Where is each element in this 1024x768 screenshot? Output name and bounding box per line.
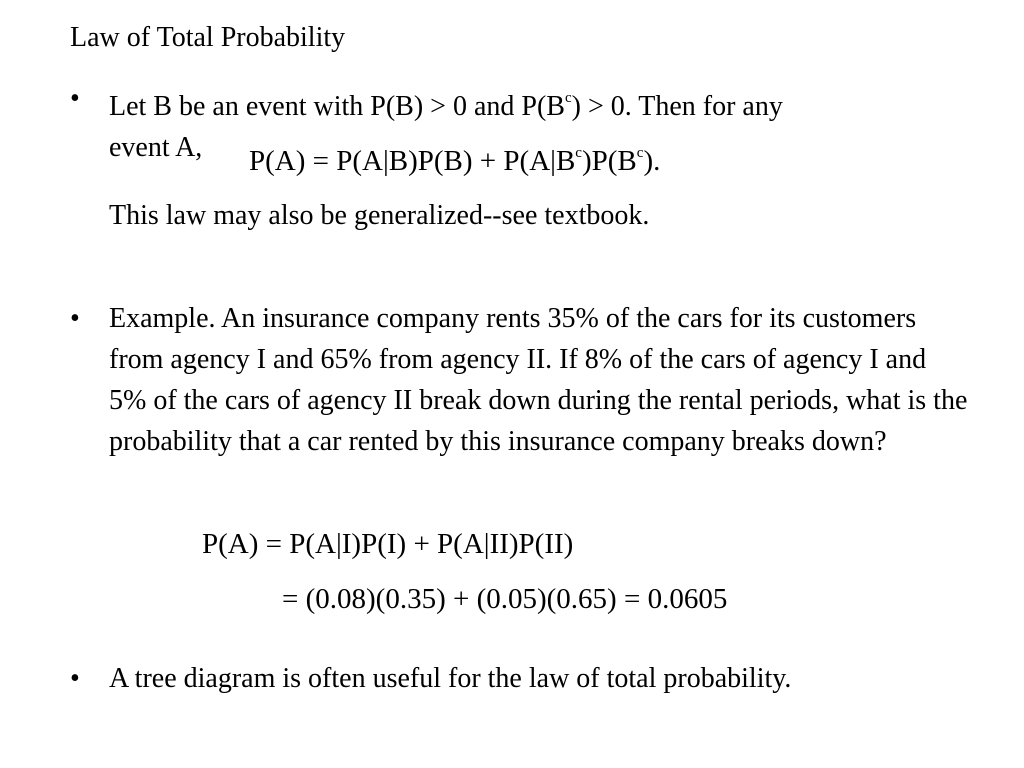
example-formula-line-2: = (0.08)(0.35) + (0.05)(0.65) = 0.0605 <box>282 583 728 615</box>
complement-superscript: c <box>575 145 582 161</box>
generalization-note: This law may also be generalized--see textbook. <box>109 200 650 231</box>
bullet-text: A tree diagram is often useful for the law of total probability. <box>109 663 792 694</box>
complement-superscript: c <box>564 90 572 106</box>
bullet-text: Example. An insurance company rents 35% of the cars for its customers from agency I and 65% from agency II. If 8% of the cars of agency I and 5% of the cars of agency II break down during the rental periods, what is the probability that a car rented by this insurance company breaks down? <box>109 303 968 457</box>
bullet-marker: • <box>70 303 80 334</box>
slide-title: Law of Total Probability <box>70 22 346 53</box>
total-probability-formula <box>249 145 660 178</box>
example-formula-line-1: P(A) = P(A|I)P(I) + P(A|II)P(II) <box>202 528 574 560</box>
bullet-text-part: event A, <box>109 132 203 163</box>
formula-part: ). <box>643 145 661 177</box>
formula-part: )P(B <box>581 145 637 177</box>
bullet-marker: • <box>70 83 80 114</box>
bullet-text-part: Let B be an event with P(B) > 0 and P(B <box>109 91 565 122</box>
complement-superscript: c <box>636 145 644 161</box>
formula-part: P(A) = P(A|B)P(B) + P(A|B <box>249 145 576 177</box>
bullet-text-part: ) > 0. Then for any <box>571 91 783 122</box>
bullet-marker: • <box>70 663 80 694</box>
